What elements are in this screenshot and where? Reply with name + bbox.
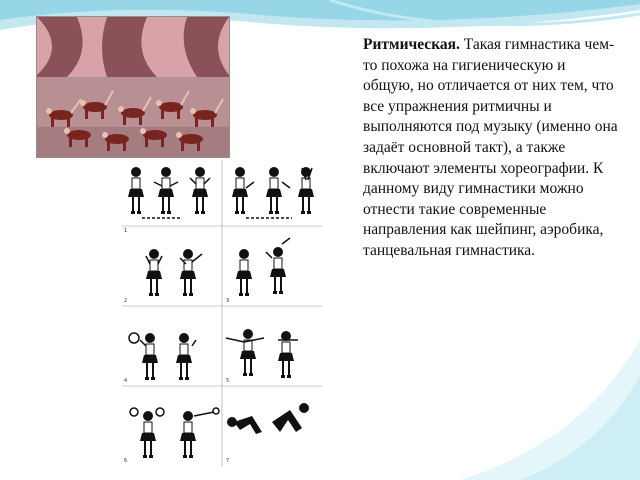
- panel-number: 3: [226, 298, 230, 304]
- panel-number: 5: [226, 378, 230, 384]
- panel-number: 2: [124, 298, 128, 304]
- panel-number: 1: [124, 228, 128, 234]
- rhythmic-gymnastics-description: [363, 35, 618, 262]
- panel-number: 6: [124, 458, 128, 464]
- term-heading: Ритмическая.: [363, 36, 460, 53]
- decorative-corner: [420, 340, 640, 480]
- gymnastics-group-photo: [36, 16, 230, 158]
- panel-number: 7: [226, 458, 230, 464]
- description-text: Такая гимнастика чем-то похожа на гигиеническую и общую, но отличается от них тем, что все упражнения ритмичны и выполняются под музыку (именно она задаёт основной такт), а также включают элементы хореографии. К данному виду гимнастики можно отнести такие современные направления как шейпинг, аэробика, танцевальная гимнастика.: [363, 36, 618, 259]
- exercise-figures-illustration: [122, 160, 322, 466]
- panel-number: 4: [124, 378, 128, 384]
